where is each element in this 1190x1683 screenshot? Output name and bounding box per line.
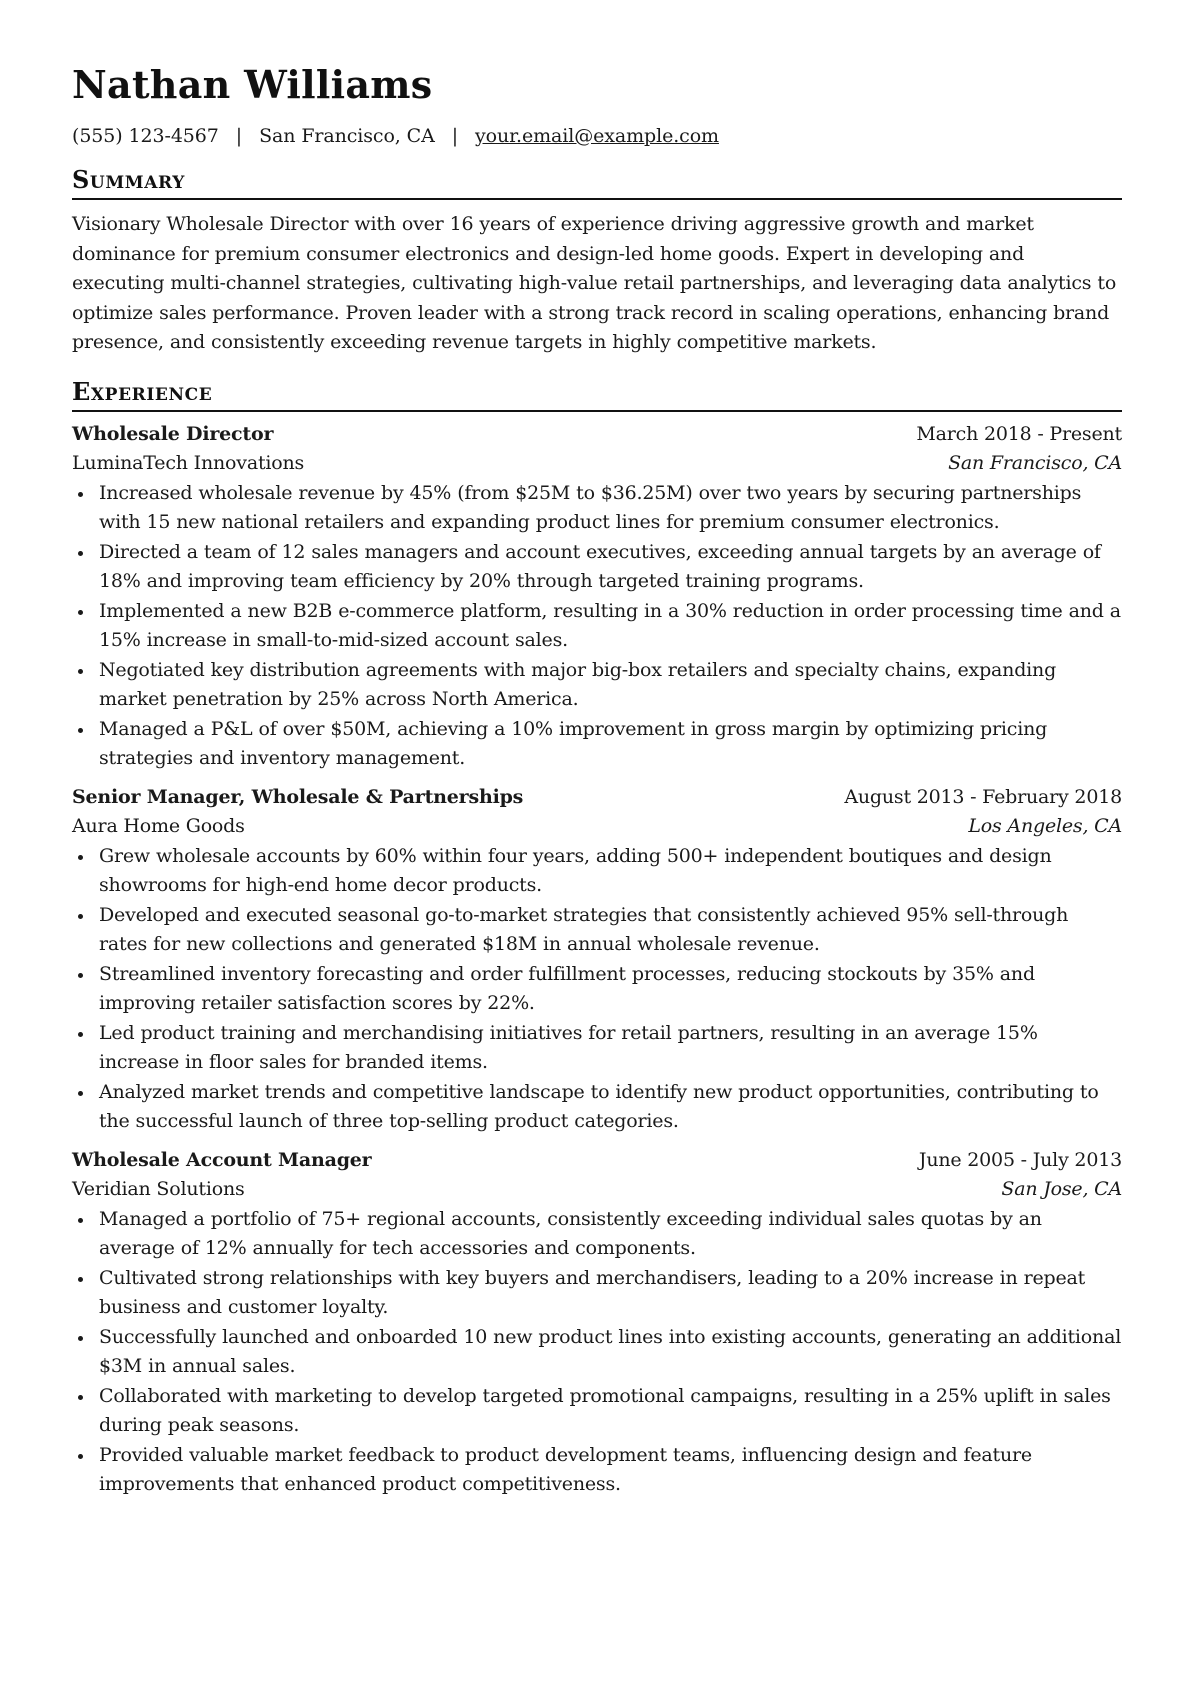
bullet-item: Implemented a new B2B e-commerce platform, resulting in a 30% reduction in order processing time and a 15% increase in small-to-mid-sized account sales. (72, 597, 1122, 656)
company-name: Aura Home Goods (72, 815, 245, 837)
contact-separator: | (451, 125, 459, 147)
bullet-item: Cultivated strong relationships with key buyers and merchandisers, leading to a 20% increase in repeat business and customer loyalty. (72, 1264, 1122, 1323)
bullet-item: Analyzed market trends and competitive landscape to identify new product opportunities, contributing to the successful launch of three top-selling product categories. (72, 1078, 1122, 1137)
bullet-item: Streamlined inventory forecasting and order fulfillment processes, reducing stockouts by 35% and improving retailer satisfaction scores by 22%. (72, 960, 1122, 1019)
job-location: Los Angeles, CA (968, 815, 1122, 837)
bullet-item: Developed and executed seasonal go-to-market strategies that consistently achieved 95% sell-through rates for new collections and generated $18M in annual wholesale revenue. (72, 901, 1122, 960)
bullet-item: Directed a team of 12 sales managers and account executives, exceeding annual targets by an average of 18% and improving team efficiency by 20% through targeted training programs. (72, 538, 1122, 597)
bullet-item: Collaborated with marketing to develop targeted promotional campaigns, resulting in a 25% uplift in sales during peak seasons. (72, 1382, 1122, 1441)
location: San Francisco, CA (259, 125, 435, 147)
job-header (72, 420, 1122, 450)
job-title: Wholesale Account Manager (72, 1148, 372, 1171)
contact-separator: | (235, 125, 243, 147)
resume-content (72, 54, 1122, 1500)
contact-line (72, 124, 1122, 148)
job-subheader (72, 1175, 1122, 1205)
phone-number: (555) 123-4567 (72, 125, 219, 147)
job-entry (72, 420, 1122, 774)
bullet-item: Negotiated key distribution agreements with major big-box retailers and specialty chains, expanding market penetration by 25% across North America. (72, 656, 1122, 715)
bullet-item: Managed a P&L of over $50M, achieving a 10% improvement in gross margin by optimizing pricing strategies and inventory management. (72, 715, 1122, 774)
job-bullets (72, 842, 1122, 1137)
job-header (72, 783, 1122, 813)
company-name: LuminaTech Innovations (72, 452, 305, 474)
bullet-item: Increased wholesale revenue by 45% (from $25M to $36.25M) over two years by securing partnerships with 15 new national retailers and expanding product lines for premium consumer electronics. (72, 479, 1122, 538)
job-dates: March 2018 - Present (916, 422, 1122, 445)
job-subheader (72, 449, 1122, 479)
experience-heading: Experience (72, 379, 1122, 412)
job-bullets (72, 479, 1122, 774)
job-title: Wholesale Director (72, 422, 274, 445)
bullet-item: Led product training and merchandising initiatives for retail partners, resulting in an average 15% increase in floor sales for branded items. (72, 1019, 1122, 1078)
job-header (72, 1146, 1122, 1176)
summary-heading: Summary (72, 167, 1122, 200)
job-title: Senior Manager, Wholesale & Partnerships (72, 785, 524, 808)
bullet-item: Grew wholesale accounts by 60% within four years, adding 500+ independent boutiques and design showrooms for high-end home decor products. (72, 842, 1122, 901)
job-location: San Francisco, CA (948, 452, 1122, 474)
job-entry (72, 1146, 1122, 1500)
job-bullets (72, 1205, 1122, 1500)
bullet-item: Successfully launched and onboarded 10 new product lines into existing accounts, generating an additional $3M in annual sales. (72, 1323, 1122, 1382)
bullet-item: Provided valuable market feedback to product development teams, influencing design and feature improvements that enhanced product competitiveness. (72, 1441, 1122, 1500)
job-location: San Jose, CA (1001, 1178, 1122, 1200)
experience-list (72, 420, 1122, 1500)
job-entry (72, 783, 1122, 1137)
email-link[interactable]: your.email@example.com (475, 125, 719, 147)
summary-text: Visionary Wholesale Director with over 16 years of experience driving aggressive growth and market dominance for premium consumer electronics and design-led home goods. Expert in developing and executing multi-channel strategies, cultivating high-value retail partnerships, and leveraging data analytics to optimize sales performance. Proven leader with a strong track record in scaling operations, enhancing brand presence, and consistently exceeding revenue targets in highly competitive markets. (72, 213, 1117, 353)
job-dates: August 2013 - February 2018 (844, 785, 1122, 808)
job-dates: June 2005 - July 2013 (918, 1148, 1122, 1171)
job-subheader (72, 812, 1122, 842)
bullet-item: Managed a portfolio of 75+ regional accounts, consistently exceeding individual sales quotas by an average of 12% annually for tech accessories and components. (72, 1205, 1122, 1264)
company-name: Veridian Solutions (72, 1178, 245, 1200)
candidate-name: Nathan Williams (72, 62, 433, 107)
